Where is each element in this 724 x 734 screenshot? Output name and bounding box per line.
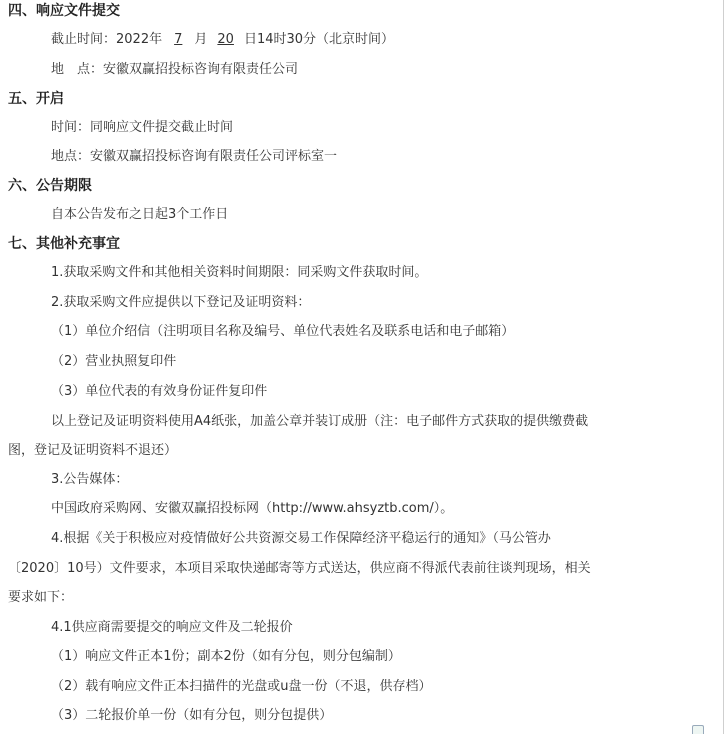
opening-location: 地点：安徽双赢招投标咨询有限责任公司评标室一 (51, 149, 338, 164)
section-6-heading: 六、公告期限 (8, 178, 92, 194)
deadline-prefix: 截止时间：2022年 (51, 32, 163, 47)
item-2-sub-2: （2）营业执照复印件 (51, 354, 177, 369)
item-2: 2.获取采购文件应提供以下登记及证明资料： (51, 295, 311, 310)
announcement-period: 自本公告发布之日起3个工作日 (51, 207, 229, 222)
floating-widget-icon[interactable] (692, 725, 704, 734)
item-4-line-1: 4.根据《关于积极应对疫情做好公共资源交易工作保障经济平稳运行的通知》（马公管办 (51, 531, 551, 546)
item-4-1-sub-1: （1）响应文件正本1份；副本2份（如有分包，则分包编制） (51, 649, 401, 664)
item-4-1: 4.1供应商需要提交的响应文件及二轮报价 (51, 620, 293, 635)
item-4-1-sub-3: （3）二轮报价单一份（如有分包，则分包提供） (51, 708, 333, 723)
item-2-note-line-1: 以上登记及证明资料使用A4纸张，加盖公章并装订成册（注：电子邮件方式获取的提供缴费截 (51, 414, 589, 429)
section-7-heading: 七、其他补充事宜 (8, 236, 120, 252)
submission-deadline (51, 31, 394, 49)
deadline-month-suffix: 月 (194, 32, 208, 47)
section-4-heading: 四、响应文件提交 (8, 3, 120, 19)
item-3: 3.公告媒体： (51, 472, 129, 487)
section-5-heading: 五、开启 (8, 91, 64, 107)
deadline-day: 20 (217, 32, 234, 47)
item-3-media: 中国政府采购网、安徽双赢招投标网（http://www.ahsyztb.com/）。 (51, 501, 454, 516)
deadline-day-suffix: 日14时30分（北京时间） (243, 32, 395, 47)
item-1: 1.获取采购文件和其他相关资料时间期限：同采购文件获取时间。 (51, 265, 428, 280)
item-2-note-line-2: 图，登记及证明资料不退还） (8, 443, 178, 458)
item-4-line-2: 〔2020〕10号）文件要求，本项目采取快递邮寄等方式送达，供应商不得派代表前往谈判现场，相关 (8, 561, 591, 576)
opening-time: 时间：同响应文件提交截止时间 (51, 120, 234, 135)
submission-location: 地 点：安徽双赢招投标咨询有限责任公司 (51, 62, 299, 77)
item-2-sub-1: （1）单位介绍信（注明项目名称及编号、单位代表姓名及联系电话和电子邮箱） (51, 324, 515, 339)
item-4-1-sub-2: （2）载有响应文件正本扫描件的光盘或u盘一份（不退，供存档） (51, 679, 432, 694)
deadline-month: 7 (174, 32, 183, 47)
item-4-line-3: 要求如下： (8, 590, 74, 605)
item-2-sub-3: （3）单位代表的有效身份证件复印件 (51, 384, 268, 399)
